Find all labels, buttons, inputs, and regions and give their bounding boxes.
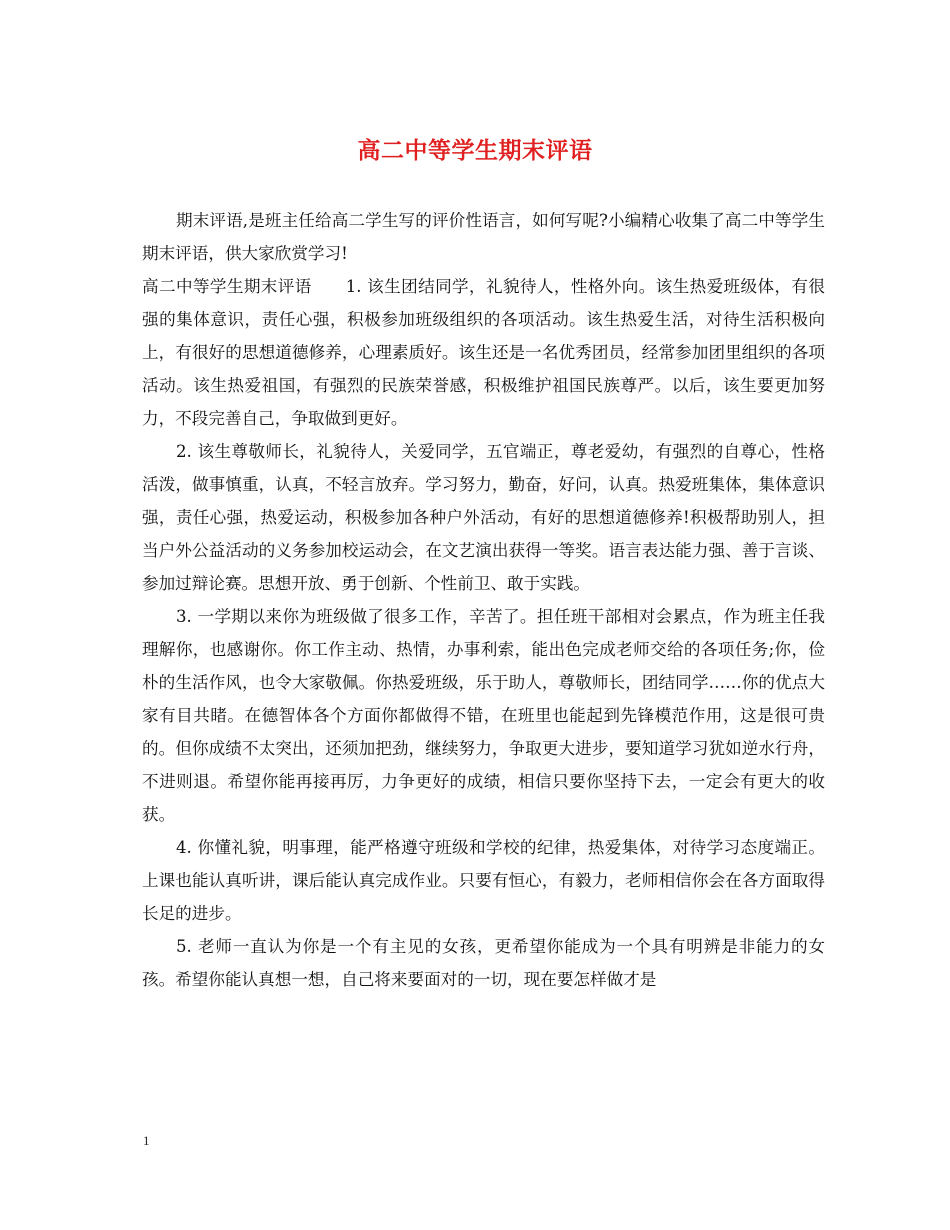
item-4-paragraph: 4. 你懂礼貌，明事理，能严格遵守班级和学校的纪律，热爱集体，对待学习态度端正。上课也能认真听讲，课后能认真完成作业。只要有恒心，有毅力，老师相信你会在各方面取得长足的进步。 [142, 838, 825, 923]
intro-paragraph: 期末评语,是班主任给高二学生写的评价性语言，如何写呢?小编精心收集了高二中等学生期末评语，供大家欣赏学习! [142, 211, 825, 263]
item-3-paragraph: 3. 一学期以来你为班级做了很多工作，辛苦了。担任班干部相对会累点，作为班主任我理解你，也感谢你。你工作主动、热情，办事利索，能出色完成老师交给的各项任务;你，俭朴的生活作风，也令大家敬佩。你热爱班级，乐于助人，尊敬师长，团结同学……你的优点大家有目共睹。在德智体各个方面你都做得不错，在班里也能起到先锋模范作用，这是很可贵的。但你成绩不太突出，还须加把劲，继续努力，争取更大进步，要知道学习犹如逆水行舟，不进则退。希望你能再接再厉，力争更好的成绩，相信只要你坚持下去，一定会有更大的收获。 [142, 607, 825, 824]
item-1-text: 1. 该生团结同学，礼貌待人，性格外向。该生热爱班级体，有很强的集体意识，责任心强，积极参加班级组织的各项活动。该生热爱生活，对待生活积极向上，有很好的思想道德修养，心理素质好。该生还是一名优秀团员，经常参加团里组织的各项活动。该生热爱祖国，有强烈的民族荣誉感，积极维护祖国民族尊严。以后，该生要更加努力，不段完善自己，争取做到更好。 [142, 277, 825, 428]
item-1-paragraph [142, 270, 825, 435]
item-5-paragraph: 5. 老师一直认为你是一个有主见的女孩，更希望你能成为一个具有明辨是非能力的女孩。希望你能认真想一想，自己将来要面对的一切，现在要怎样做才是 [142, 937, 825, 989]
document-title: 高二中等学生期末评语 [357, 138, 593, 164]
section-heading: 高二中等学生期末评语 [142, 277, 312, 296]
page-number: 1 [143, 1133, 150, 1148]
item-2-paragraph: 2. 该生尊敬师长，礼貌待人，关爱同学，五官端正，尊老爱幼，有强烈的自尊心，性格活泼，做事慎重，认真，不轻言放弃。学习努力，勤奋，好问，认真。热爱班集体，集体意识强，责任心强，热爱运动，积极参加各种户外活动，有好的思想道德修养!积极帮助别人，担当户外公益活动的义务参加校运动会，在文艺演出获得一等奖。语言表达能力强、善于言谈、参加过辩论赛。思想开放、勇于创新、个性前卫、敢于实践。 [142, 442, 825, 593]
document-body [142, 204, 825, 996]
